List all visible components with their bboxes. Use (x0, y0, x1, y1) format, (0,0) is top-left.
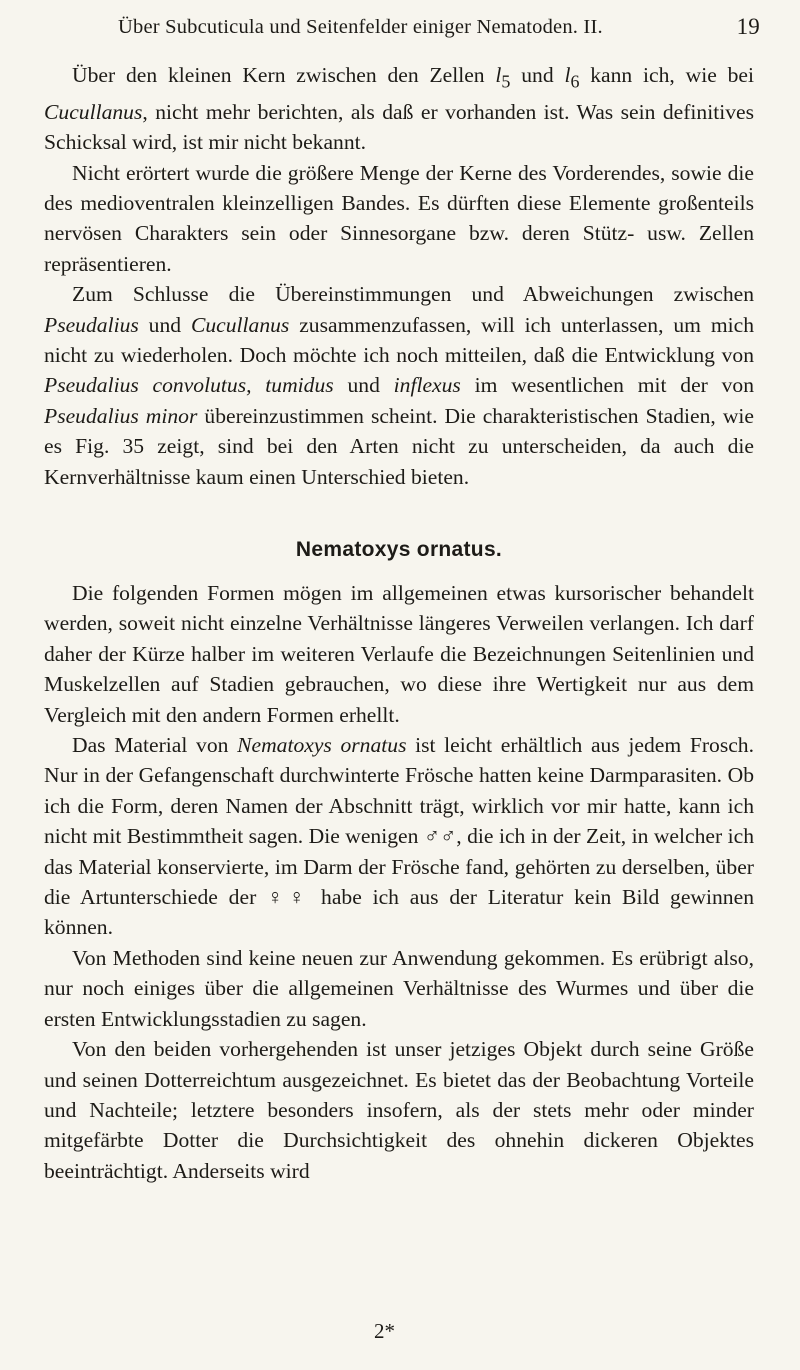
body-text-upper (44, 60, 754, 492)
text-run: kann ich, wie bei (579, 63, 754, 87)
text-run: Über den kleinen Kern zwischen den Zellen (72, 63, 496, 87)
text-run: ist leicht erhältlich aus jedem Frosch. Nur in der Gefangenschaft durchwinterte Frösche hatten keine Darmparasiten. Ob ich die Form, deren Namen der Abschnitt trägt, wirklich vor mir hatte, kann ich nicht mit Bestimmtheit sagen. Die wenigen ♂♂, die ich in der Zeit, in welcher ich das Material konservierte, im Darm der Frösche fand, gehörten zu derselben, über die Artunterschiede der ♀♀ habe ich aus der Literatur kein Bild gewinnen können. (44, 733, 754, 940)
paragraph (44, 730, 754, 943)
signature-mark: 2* (374, 1319, 395, 1343)
italic-text: Pseudalius convolutus, tumidus (44, 373, 334, 398)
text-run: , nicht mehr berichten, als daß er vorhanden ist. Was sein definitives Schicksal wird, ist mir nicht bekannt. (44, 99, 754, 155)
section-heading: Nematoxys ornatus. (295, 538, 503, 561)
text-run: Von den beiden vorhergehenden ist unser jetziges Objekt durch seine Größe und seinen Dotterreichtum ausgezeichnet. Es bietet das der Beobachtung Vorteile und Nachteile; letztere besonders insofern, als der stets mehr oder minder mitgefärbte Dotter die Durchsichtigkeit des ohnehin dickeren Objektes beeinträchtigt. Anderseits wird (44, 1037, 754, 1183)
running-head (118, 10, 760, 46)
text-run: und (510, 63, 565, 87)
text-run: zusammenzufassen, will ich unterlassen, um mich nicht zu wiederholen. Doch möchte ich noch mitteilen, daß die Entwicklung von (44, 312, 755, 367)
text-run: im wesentlichen mit der von (460, 373, 755, 398)
body-text-lower (44, 578, 754, 1186)
paragraph (44, 158, 754, 280)
paragraph (44, 1034, 754, 1186)
italic-text: Cucullanus (190, 312, 290, 337)
italic-text: Cucullanus (44, 99, 143, 124)
page-number: 19 (736, 14, 760, 39)
italic-text: inflexus (393, 373, 461, 398)
text-run: Nicht erörtert wurde die größere Menge der Kerne des Vorderendes, sowie die des medioventralen kleinzelligen Bandes. Es dürften diese Elemente großenteils nervösen Charakters sein oder Sinnesorgane bzw. deren Stütz- usw. Zellen repräsentieren. (44, 160, 754, 276)
italic-text: l (564, 63, 571, 87)
paragraph (44, 943, 754, 1034)
text-run: Die folgenden Formen mögen im allgemeinen etwas kursorischer behandelt werden, soweit nicht einzelne Verhältnisse längeres Verweilen verlangen. Ich darf daher der Kürze halber im weiteren Verlaufe die Bezeichnungen Seitenlinien und Muskelzellen auf Stadien gebrauchen, wo diese ihre Wertigkeit nur aus dem Vergleich mit den andern Formen erhellt. (44, 581, 754, 727)
italic-text: Pseudalius (44, 312, 139, 337)
paragraph (44, 578, 754, 730)
text-run: Von Methoden sind keine neuen zur Anwendung gekommen. Es erübrigt also, nur noch einiges über die allgemeinen Verhältnisse des Wurmes und über die ersten Entwicklungsstadien zu sagen. (44, 945, 754, 1031)
italic-text: Pseudalius minor (44, 403, 198, 428)
italic-text: l (495, 63, 502, 87)
running-head-title: Über Subcuticula und Seitenfelder einiger Nematoden. II. (118, 16, 603, 38)
subscript-text: 6 (570, 71, 580, 92)
italic-text: Nematoxys ornatus (237, 733, 407, 758)
subscript-text: 5 (501, 71, 511, 92)
text-run: und (138, 312, 191, 337)
text-run: übereinzustimmen scheint. Die charakteristischen Stadien, wie es Fig. 35 zeigt, sind bei den Arten nicht zu unterscheiden, da auch die Kernverhältnisse kaum einen Unterschied bieten. (44, 403, 754, 489)
text-run: und (333, 373, 394, 398)
paragraph (44, 279, 754, 492)
text-run: Das Material von (72, 733, 238, 758)
paragraph (44, 60, 754, 158)
text-run: Zum Schlusse die Übereinstimmungen und Abweichungen zwischen (72, 282, 754, 307)
